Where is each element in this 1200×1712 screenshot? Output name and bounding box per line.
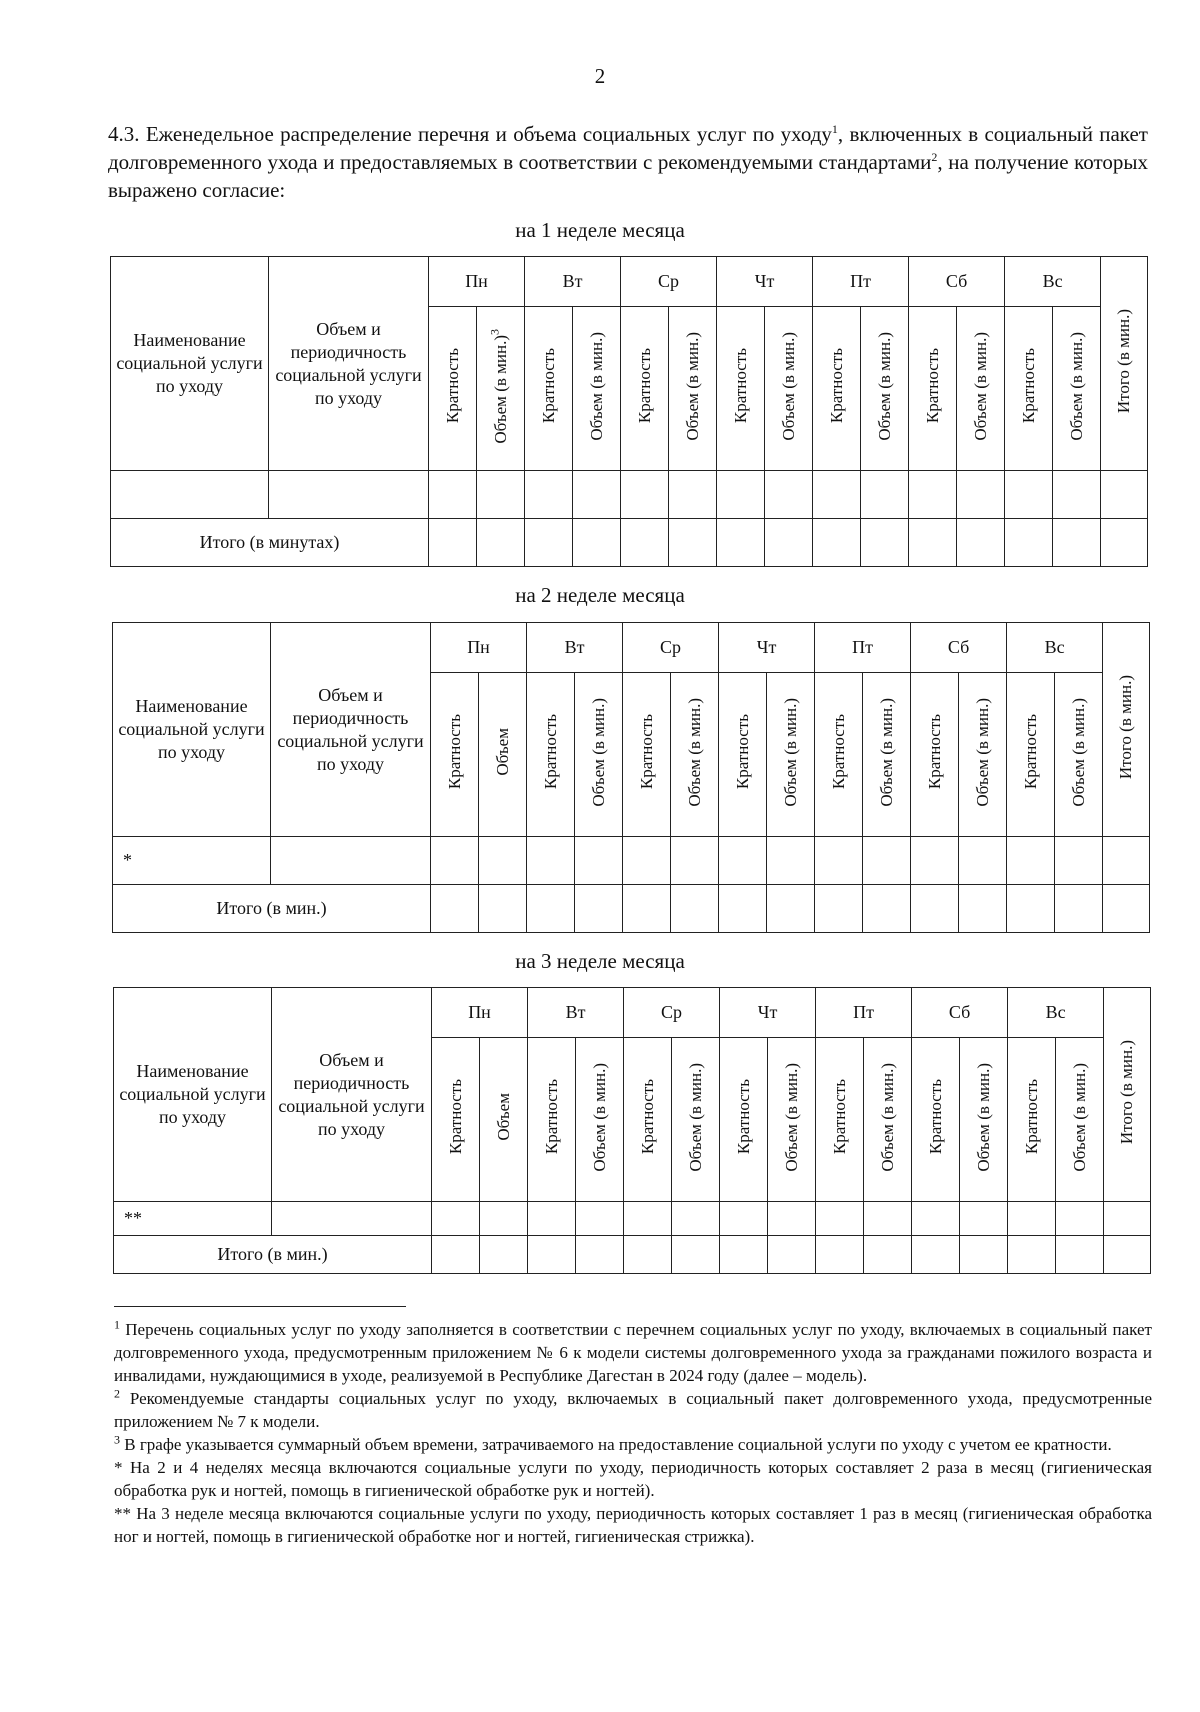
day-tue: Вт	[528, 988, 624, 1038]
subheader-volume: Объем (в мин.)	[768, 1038, 816, 1202]
table-cell	[671, 885, 719, 933]
total-row-label: Итого (в мин.)	[114, 1236, 432, 1274]
table-cell	[719, 885, 767, 933]
table-cell	[813, 471, 861, 519]
intro-text-a: 4.3. Еженедельное распределение перечня и объема социальных услуг по уходу	[108, 122, 832, 146]
day-sat: Сб	[909, 257, 1005, 307]
table-cell	[623, 837, 671, 885]
table-cell	[717, 519, 765, 567]
table-cell	[624, 1202, 672, 1236]
table-cell	[669, 471, 717, 519]
table-cell	[720, 1202, 768, 1236]
table-cell	[767, 837, 815, 885]
table-cell	[672, 1236, 720, 1274]
table-cell	[911, 885, 959, 933]
subheader-kratnost: Кратность	[527, 673, 575, 837]
day-thu: Чт	[719, 623, 815, 673]
total-row	[114, 1236, 1151, 1274]
footnote-2: $^2$ Рекомендуемые стандарты социальных услуг по уходу, включаемых в социальный пакет долговременного ухода, предусмотренные приложением № 7 к модели.	[114, 1386, 1152, 1431]
subheader-kratnost: Кратность	[909, 307, 957, 471]
subheader-volume: Объем (в мин.)$^3$	[477, 307, 525, 471]
footnote-star: * На 2 и 4 неделях месяца включаются социальные услуги по уходу, периодичность которых составляет 2 раза в месяц (гигиеническая обработка рук и ногтей, помощь в гигиенической обработке рук и ногтей).	[114, 1458, 1152, 1500]
day-wed: Ср	[621, 257, 717, 307]
subheader-kratnost: Кратность	[621, 307, 669, 471]
subheader-kratnost: Кратность	[623, 673, 671, 837]
subheader-kratnost: Кратность	[816, 1038, 864, 1202]
table-cell	[432, 1202, 480, 1236]
table-cell	[959, 885, 1007, 933]
table-cell	[1101, 471, 1148, 519]
table-cell	[768, 1202, 816, 1236]
table-row	[111, 471, 1148, 519]
col-header-volume: Объем и периодичность социальной услуги по уходу	[272, 988, 432, 1202]
table-row	[114, 1202, 1151, 1236]
table-cell	[863, 885, 911, 933]
day-mon: Пн	[429, 257, 525, 307]
subheader-kratnost: Кратность	[528, 1038, 576, 1202]
table-cell	[477, 471, 525, 519]
day-fri: Пт	[816, 988, 912, 1038]
week-3-table	[113, 987, 1151, 1274]
table-cell	[671, 837, 719, 885]
footnote-1: $^1$ Перечень социальных услуг по уходу заполняется в соответствии с перечнем социальных услуг по уходу, включаемых в социальный пакет долговременного ухода, предусмотренным приложением № 6 к модели системы долговременного ухода за гражданами пожилого возраста и инвалидами, нуждающимися в уходе, реализуемой в Республике Дагестан в 2024 году (далее – модель).	[114, 1317, 1152, 1385]
table-row	[113, 837, 1150, 885]
table-cell	[1104, 1236, 1151, 1274]
subheader-kratnost: Кратность	[1005, 307, 1053, 471]
footnote-double-star: ** На 3 неделе месяца включаются социальные услуги по уходу, периодичность которых составляет 1 раз в месяц (гигиеническая обработка ног и ногтей, помощь в гигиенической обработке ног и ногтей, гигиеническая стрижка).	[114, 1504, 1152, 1546]
table-cell	[575, 885, 623, 933]
section-intro	[108, 120, 1148, 204]
table-cell	[1104, 1202, 1151, 1236]
table-cell	[479, 885, 527, 933]
day-sun: Вс	[1005, 257, 1101, 307]
col-header-volume: Объем и периодичность социальной услуги по уходу	[269, 257, 429, 471]
table-cell	[431, 885, 479, 933]
subheader-volume: Объем (в мин.)	[767, 673, 815, 837]
table-cell	[719, 837, 767, 885]
day-sat: Сб	[911, 623, 1007, 673]
table-cell	[909, 471, 957, 519]
table-cell	[861, 471, 909, 519]
table-cell	[720, 1236, 768, 1274]
table-cell	[765, 519, 813, 567]
subheader-volume: Объем (в мин.)	[1056, 1038, 1104, 1202]
table-cell	[813, 519, 861, 567]
table-cell	[480, 1202, 528, 1236]
table-cell	[912, 1202, 960, 1236]
col-header-total: Итого (в мин.)	[1104, 988, 1151, 1202]
total-row	[111, 519, 1148, 567]
day-thu: Чт	[720, 988, 816, 1038]
day-thu: Чт	[717, 257, 813, 307]
subheader-kratnost: Кратность	[813, 307, 861, 471]
subheader-kratnost: Кратность	[912, 1038, 960, 1202]
subheader-volume: Объем (в мин.)	[669, 307, 717, 471]
table-cell	[525, 519, 573, 567]
day-sat: Сб	[912, 988, 1008, 1038]
subheader-kratnost: Кратность	[429, 307, 477, 471]
subheader-volume: Объем (в мин.)	[863, 673, 911, 837]
total-row-label: Итого (в мин.)	[113, 885, 431, 933]
table-cell	[1055, 885, 1103, 933]
col-header-service-name: Наименование социальной услуги по уходу	[113, 623, 271, 837]
page-number: 2	[594, 64, 606, 88]
table-cell	[768, 1236, 816, 1274]
total-row-label: Итого (в минутах)	[111, 519, 429, 567]
subheader-volume: Объем (в мин.)	[861, 307, 909, 471]
table-cell	[477, 519, 525, 567]
subheader-kratnost: Кратность	[719, 673, 767, 837]
table-cell	[960, 1202, 1008, 1236]
table-cell	[1005, 471, 1053, 519]
subheader-kratnost: Кратность	[432, 1038, 480, 1202]
subheader-volume: Объем (в мин.)	[671, 673, 719, 837]
day-fri: Пт	[813, 257, 909, 307]
subheader-kratnost: Кратность	[720, 1038, 768, 1202]
table-cell	[911, 837, 959, 885]
table-cell	[1056, 1236, 1104, 1274]
table-cell	[621, 519, 669, 567]
col-header-service-name: Наименование социальной услуги по уходу	[114, 988, 272, 1202]
table-cell	[1103, 885, 1150, 933]
table-cell	[960, 1236, 1008, 1274]
table-cell	[1101, 519, 1148, 567]
table-cell	[1103, 837, 1150, 885]
table-cell	[1056, 1202, 1104, 1236]
table-cell	[624, 1236, 672, 1274]
table-cell	[1008, 1202, 1056, 1236]
col-header-total: Итого (в мин.)	[1101, 257, 1148, 471]
table-cell	[815, 837, 863, 885]
table-cell	[717, 471, 765, 519]
table-cell	[959, 837, 1007, 885]
subheader-kratnost: Кратность	[717, 307, 765, 471]
table-cell	[576, 1236, 624, 1274]
day-fri: Пт	[815, 623, 911, 673]
table-cell	[957, 471, 1005, 519]
day-sun: Вс	[1007, 623, 1103, 673]
week-1-table	[110, 256, 1148, 567]
week-2-caption: на 2 неделе месяца	[515, 583, 685, 607]
subheader-volume: Объем (в мин.)	[576, 1038, 624, 1202]
table-cell	[623, 885, 671, 933]
subheader-volume: Объем	[480, 1038, 528, 1202]
table-cell	[575, 837, 623, 885]
table-cell	[1005, 519, 1053, 567]
table-cell	[431, 837, 479, 885]
table-cell	[816, 1202, 864, 1236]
table-cell	[672, 1202, 720, 1236]
table-cell	[573, 519, 621, 567]
row-service-name	[111, 471, 269, 519]
subheader-volume: Объем (в мин.)	[573, 307, 621, 471]
table-cell	[1008, 1236, 1056, 1274]
footnote-ref-3: 3	[486, 328, 501, 335]
table-cell	[527, 837, 575, 885]
day-sun: Вс	[1008, 988, 1104, 1038]
table-cell	[815, 885, 863, 933]
subheader-volume: Объем (в мин.)	[672, 1038, 720, 1202]
subheader-volume: Объем (в мин.)	[1053, 307, 1101, 471]
table-cell	[864, 1202, 912, 1236]
table-cell	[957, 519, 1005, 567]
day-mon: Пн	[431, 623, 527, 673]
table-cell	[1007, 885, 1055, 933]
footnotes	[114, 1318, 1152, 1548]
table-cell	[576, 1202, 624, 1236]
table-cell	[816, 1236, 864, 1274]
day-mon: Пн	[432, 988, 528, 1038]
day-wed: Ср	[624, 988, 720, 1038]
row-service-name: **	[114, 1202, 272, 1236]
table-cell	[1007, 837, 1055, 885]
intro-text-b: , включенных в социальный пакет долговременного ухода и предоставляемых в соответствии с рекомендуемыми стандартами	[108, 122, 1148, 174]
week-1-caption: на 1 неделе месяца	[515, 218, 685, 242]
col-header-volume: Объем и периодичность социальной услуги по уходу	[271, 623, 431, 837]
table-cell	[1055, 837, 1103, 885]
table-cell	[480, 1236, 528, 1274]
table-cell	[767, 885, 815, 933]
intro-text-c: , на получение которых выражено согласие:	[108, 150, 1148, 202]
table-cell	[912, 1236, 960, 1274]
subheader-volume: Объем (в мин.)	[765, 307, 813, 471]
col-header-service-name: Наименование социальной услуги по уходу	[111, 257, 269, 471]
week-2-table	[112, 622, 1150, 933]
intro-footnote-ref-1: 1	[831, 122, 838, 136]
table-cell	[864, 1236, 912, 1274]
intro-footnote-ref-2: 2	[931, 150, 938, 164]
total-row	[113, 885, 1150, 933]
col-header-total: Итого (в мин.)	[1103, 623, 1150, 837]
footnote-divider	[114, 1306, 406, 1307]
day-wed: Ср	[623, 623, 719, 673]
week-3-caption: на 3 неделе месяца	[515, 949, 685, 973]
subheader-kratnost: Кратность	[911, 673, 959, 837]
subheader-kratnost: Кратность	[431, 673, 479, 837]
day-tue: Вт	[527, 623, 623, 673]
subheader-volume: Объем	[479, 673, 527, 837]
table-cell	[479, 837, 527, 885]
subheader-volume: Объем (в мин.)	[959, 673, 1007, 837]
table-cell	[765, 471, 813, 519]
table-cell	[909, 519, 957, 567]
subheader-volume: Объем (в мин.)	[1055, 673, 1103, 837]
footnote-3: $^3$ В графе указывается суммарный объем времени, затрачиваемого на предоставление социальной услуги по уходу с учетом ее кратности.	[114, 1432, 1112, 1454]
table-cell	[527, 885, 575, 933]
table-cell	[861, 519, 909, 567]
subheader-kratnost: Кратность	[1008, 1038, 1056, 1202]
table-cell	[669, 519, 717, 567]
subheader-kratnost: Кратность	[815, 673, 863, 837]
subheader-kratnost: Кратность	[525, 307, 573, 471]
table-cell	[528, 1236, 576, 1274]
table-cell	[621, 471, 669, 519]
table-cell	[429, 519, 477, 567]
table-cell	[429, 471, 477, 519]
day-tue: Вт	[525, 257, 621, 307]
table-cell	[271, 837, 431, 885]
subheader-volume: Объем (в мин.)	[960, 1038, 1008, 1202]
subheader-volume: Объем (в мин.)	[957, 307, 1005, 471]
table-cell	[525, 471, 573, 519]
table-cell	[269, 471, 429, 519]
row-service-name: *	[113, 837, 271, 885]
subheader-volume: Объем (в мин.)	[864, 1038, 912, 1202]
table-cell	[863, 837, 911, 885]
subheader-kratnost: Кратность	[624, 1038, 672, 1202]
table-cell	[1053, 471, 1101, 519]
subheader-volume: Объем (в мин.)	[575, 673, 623, 837]
subheader-kratnost: Кратность	[1007, 673, 1055, 837]
table-cell	[573, 471, 621, 519]
table-cell	[1053, 519, 1101, 567]
table-cell	[432, 1236, 480, 1274]
table-cell	[528, 1202, 576, 1236]
table-cell	[272, 1202, 432, 1236]
